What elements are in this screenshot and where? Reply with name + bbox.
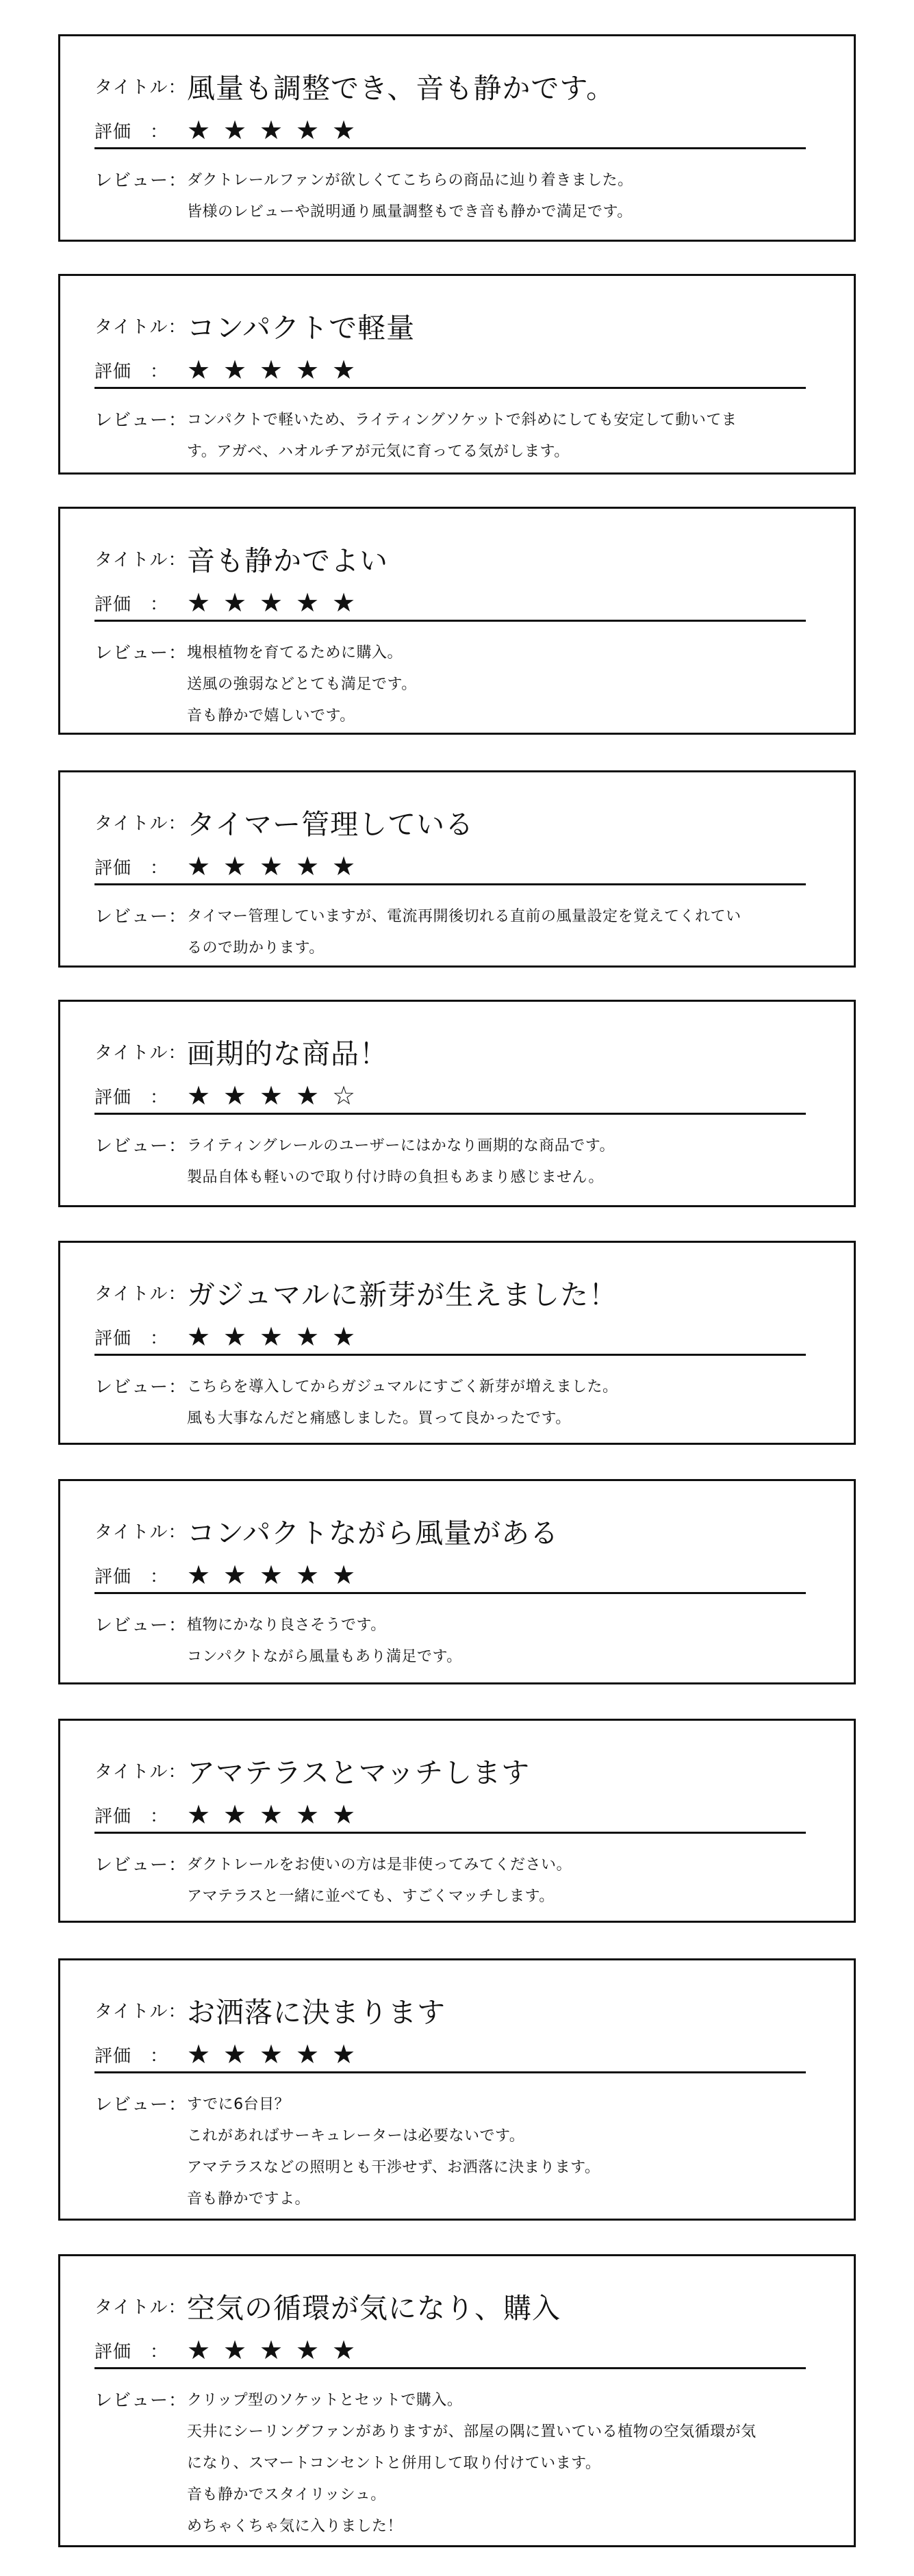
- star-filled-icon: ★: [259, 1081, 283, 1111]
- review-label: レビュー：: [94, 410, 188, 431]
- review-rating-row: [94, 1797, 368, 1832]
- review-title: コンパクトで軽量: [187, 311, 416, 344]
- title-label: タイトル：: [94, 77, 187, 98]
- star-filled-icon: ★: [223, 1322, 247, 1352]
- star-filled-icon: ★: [223, 851, 247, 881]
- star-rating: [187, 853, 368, 879]
- review-body-row: [94, 637, 813, 732]
- review-card: [58, 34, 856, 242]
- rating-label: 評価 ：: [94, 2045, 169, 2067]
- review-title: お洒落に決まります: [187, 1995, 446, 2029]
- review-text-line: 植物にかなり良さそうです。: [187, 1617, 386, 1634]
- review-body-row: [94, 2385, 813, 2542]
- review-body-row: [94, 405, 813, 468]
- title-label: タイトル：: [94, 316, 187, 338]
- review-card: [58, 1958, 856, 2221]
- review-label: レビュー：: [94, 2095, 188, 2115]
- star-filled-icon: ★: [187, 2335, 211, 2365]
- review-label: レビュー：: [94, 1136, 188, 1157]
- star-filled-icon: ★: [259, 355, 283, 385]
- review-text-line: アマテラスと一緒に並べても、すごくマッチします。: [187, 1888, 555, 1905]
- star-filled-icon: ★: [223, 1560, 247, 1590]
- review-title: 画期的な商品！: [187, 1037, 388, 1070]
- star-filled-icon: ★: [296, 851, 320, 881]
- star-filled-icon: ★: [296, 1081, 320, 1111]
- star-rating: [187, 1083, 368, 1109]
- divider: [94, 1354, 806, 1356]
- review-text: [187, 1849, 813, 1912]
- rating-label: 評価 ：: [94, 1087, 169, 1108]
- star-filled-icon: ★: [187, 355, 211, 385]
- review-text: [187, 2385, 813, 2542]
- title-label: タイトル：: [94, 2001, 187, 2022]
- review-body-row: [94, 1372, 813, 1435]
- star-rating: [187, 357, 368, 383]
- review-card: [58, 1241, 856, 1445]
- star-filled-icon: ★: [332, 1322, 356, 1352]
- star-filled-icon: ★: [259, 588, 283, 618]
- rating-label: 評価 ：: [94, 121, 169, 142]
- title-label: タイトル：: [94, 813, 187, 834]
- star-filled-icon: ★: [223, 2039, 247, 2069]
- star-filled-icon: ★: [223, 588, 247, 618]
- star-filled-icon: ★: [187, 1800, 211, 1830]
- review-title-row: [94, 1989, 446, 2030]
- review-label: レビュー：: [94, 907, 188, 927]
- divider: [94, 1592, 806, 1594]
- review-title-row: [94, 305, 415, 346]
- review-rating-row: [94, 2333, 368, 2367]
- review-title-row: [94, 1750, 530, 1791]
- star-filled-icon: ★: [223, 115, 247, 145]
- star-filled-icon: ★: [259, 1800, 283, 1830]
- review-title: 風量も調整でき、音も静かです。: [187, 71, 615, 105]
- star-filled-icon: ★: [332, 355, 356, 385]
- rating-label: 評価 ：: [94, 1806, 169, 1827]
- review-title-row: [94, 2285, 561, 2326]
- review-body-row: [94, 1610, 813, 1673]
- review-title: 音も静かでよい: [187, 544, 388, 577]
- review-title-row: [94, 1272, 618, 1313]
- star-filled-icon: ★: [223, 1081, 247, 1111]
- star-filled-icon: ★: [332, 851, 356, 881]
- review-card: [58, 2254, 856, 2547]
- rating-label: 評価 ：: [94, 1566, 169, 1587]
- review-title: 空気の循環が気になり、購入: [187, 2291, 561, 2325]
- review-text-line: ライティングレールのユーザーにはかなり画期的な商品です。: [187, 1137, 615, 1154]
- review-text-line: こちらを導入してからガジュマルにすごく新芽が増えました。: [187, 1378, 618, 1396]
- review-text-line: アマテラスなどの照明とも干渉せず、お洒落に決まります。: [187, 2159, 600, 2176]
- star-filled-icon: ★: [296, 355, 320, 385]
- review-text-line: 音も静かで嬉しいです。: [187, 707, 355, 724]
- divider: [94, 1113, 806, 1115]
- star-filled-icon: ★: [187, 1560, 211, 1590]
- divider: [94, 620, 806, 622]
- review-card: [58, 1719, 856, 1923]
- review-body-row: [94, 2089, 813, 2215]
- review-rating-row: [94, 1319, 368, 1354]
- review-title-row: [94, 801, 474, 842]
- review-label: レビュー：: [94, 2390, 188, 2411]
- review-label: レビュー：: [94, 1855, 188, 1876]
- star-rating: [187, 117, 368, 143]
- review-text: [187, 1610, 813, 1673]
- review-card: [58, 1479, 856, 1684]
- review-title: コンパクトながら風量がある: [187, 1516, 559, 1550]
- review-body-row: [94, 165, 813, 228]
- star-filled-icon: ★: [296, 588, 320, 618]
- review-label: レビュー：: [94, 643, 188, 664]
- star-filled-icon: ★: [296, 2039, 320, 2069]
- divider: [94, 1832, 806, 1834]
- review-title: アマテラスとマッチします: [187, 1756, 531, 1789]
- review-title: タイマー管理している: [187, 807, 474, 841]
- star-filled-icon: ★: [296, 2335, 320, 2365]
- review-text: [187, 405, 813, 468]
- rating-label: 評価 ：: [94, 2341, 169, 2362]
- review-rating-row: [94, 1558, 368, 1592]
- review-text-line: 音も静かですよ。: [187, 2190, 311, 2208]
- review-text-line: 風も大事なんだと痛感しました。買って良かったです。: [187, 1410, 571, 1427]
- review-title-row: [94, 1031, 388, 1072]
- review-text-line: 塊根植物を育てるために購入。: [187, 644, 403, 661]
- review-text-line: クリップ型のソケットとセットで購入。: [187, 2392, 463, 2409]
- review-title: ガジュマルに新芽が生えました！: [187, 1278, 618, 1311]
- divider: [94, 147, 806, 149]
- star-filled-icon: ★: [187, 115, 211, 145]
- review-rating-row: [94, 585, 368, 620]
- review-card: [58, 1000, 856, 1207]
- review-label: レビュー：: [94, 1377, 188, 1398]
- star-filled-icon: ★: [187, 588, 211, 618]
- rating-label: 評価 ：: [94, 1328, 169, 1349]
- star-filled-icon: ★: [296, 1322, 320, 1352]
- star-rating: [187, 2041, 368, 2067]
- divider: [94, 387, 806, 389]
- review-body-row: [94, 1131, 813, 1194]
- star-filled-icon: ★: [259, 851, 283, 881]
- review-text: [187, 901, 813, 964]
- rating-label: 評価 ：: [94, 361, 169, 382]
- review-card: [58, 274, 856, 475]
- star-filled-icon: ★: [223, 355, 247, 385]
- review-text: [187, 637, 813, 732]
- star-filled-icon: ★: [332, 1560, 356, 1590]
- star-filled-icon: ★: [223, 1800, 247, 1830]
- review-text: [187, 2089, 813, 2215]
- star-filled-icon: ★: [223, 2335, 247, 2365]
- title-label: タイトル：: [94, 549, 187, 570]
- star-filled-icon: ★: [332, 2039, 356, 2069]
- review-label: レビュー：: [94, 171, 188, 191]
- divider: [94, 883, 806, 885]
- review-text-line: 製品自体も軽いので取り付け時の負担もあまり感じません。: [187, 1169, 604, 1186]
- review-text-line: すでに6台目？: [187, 2096, 290, 2113]
- title-label: タイトル：: [94, 1042, 187, 1063]
- title-label: タイトル：: [94, 1283, 187, 1304]
- review-rating-row: [94, 849, 368, 883]
- review-rating-row: [94, 2037, 368, 2071]
- star-rating: [187, 1802, 368, 1828]
- review-text: [187, 1131, 813, 1194]
- star-rating: [187, 1562, 368, 1588]
- star-filled-icon: ★: [259, 1560, 283, 1590]
- review-text-line: ダクトレールをお使いの方は是非使ってみてください。: [187, 1856, 572, 1873]
- review-text-line: タイマー管理していますが、電流再開後切れる直前の風量設定を覚えてくれてい: [187, 908, 741, 925]
- star-empty-icon: ☆: [332, 1081, 356, 1111]
- star-filled-icon: ★: [187, 1322, 211, 1352]
- review-text-line: るので助かります。: [187, 939, 325, 957]
- review-text-line: これがあればサーキュレーターは必要ないです。: [187, 2127, 525, 2145]
- review-title-row: [94, 538, 388, 579]
- title-label: タイトル：: [94, 2297, 187, 2318]
- star-rating: [187, 2337, 368, 2363]
- divider: [94, 2367, 806, 2369]
- star-filled-icon: ★: [187, 1081, 211, 1111]
- title-label: タイトル：: [94, 1761, 187, 1782]
- star-rating: [187, 590, 368, 616]
- review-text-line: 皆様のレビューや説明通り風量調整もでき音も静かで満足です。: [187, 203, 633, 220]
- review-text: [187, 1372, 813, 1435]
- star-filled-icon: ★: [332, 2335, 356, 2365]
- review-text-line: めちゃくちゃ気に入りました！: [187, 2518, 403, 2535]
- star-filled-icon: ★: [296, 1800, 320, 1830]
- review-text-line: コンパクトながら風量もあり満足です。: [187, 1648, 462, 1665]
- star-filled-icon: ★: [332, 588, 356, 618]
- rating-label: 評価 ：: [94, 857, 169, 879]
- star-rating: [187, 1324, 368, 1350]
- rating-label: 評価 ：: [94, 594, 169, 615]
- divider: [94, 2071, 806, 2073]
- review-body-row: [94, 901, 813, 964]
- star-filled-icon: ★: [296, 115, 320, 145]
- review-rating-row: [94, 1078, 368, 1113]
- review-rating-row: [94, 113, 368, 147]
- review-text-line: 音も静かでスタイリッシュ。: [187, 2486, 386, 2503]
- review-body-row: [94, 1849, 813, 1912]
- review-label: レビュー：: [94, 1615, 188, 1636]
- title-label: タイトル：: [94, 1521, 187, 1543]
- review-title-row: [94, 65, 615, 106]
- star-filled-icon: ★: [259, 2039, 283, 2069]
- star-filled-icon: ★: [332, 115, 356, 145]
- star-filled-icon: ★: [259, 2335, 283, 2365]
- review-text-line: す。アガベ、ハオルチアが元気に育ってる気がします。: [187, 443, 570, 460]
- star-filled-icon: ★: [296, 1560, 320, 1590]
- review-card: [58, 770, 856, 968]
- review-title-row: [94, 1510, 559, 1551]
- star-filled-icon: ★: [259, 1322, 283, 1352]
- review-text: [187, 165, 813, 228]
- review-text-line: ダクトレールファンが欲しくてこちらの商品に辿り着きました。: [187, 172, 633, 189]
- review-card: [58, 507, 856, 735]
- star-filled-icon: ★: [332, 1800, 356, 1830]
- star-filled-icon: ★: [187, 851, 211, 881]
- review-rating-row: [94, 353, 368, 387]
- review-text-line: 送風の強弱などとても満足です。: [187, 676, 417, 693]
- star-filled-icon: ★: [187, 2039, 211, 2069]
- review-text-line: になり、スマートコンセントと併用して取り付けています。: [187, 2455, 601, 2472]
- review-text-line: コンパクトで軽いため、ライティングソケットで斜めにしても安定して動いてま: [187, 412, 737, 429]
- review-text-line: 天井にシーリングファンがありますが、部屋の隅に置いている植物の空気循環が気: [187, 2423, 757, 2440]
- star-filled-icon: ★: [259, 115, 283, 145]
